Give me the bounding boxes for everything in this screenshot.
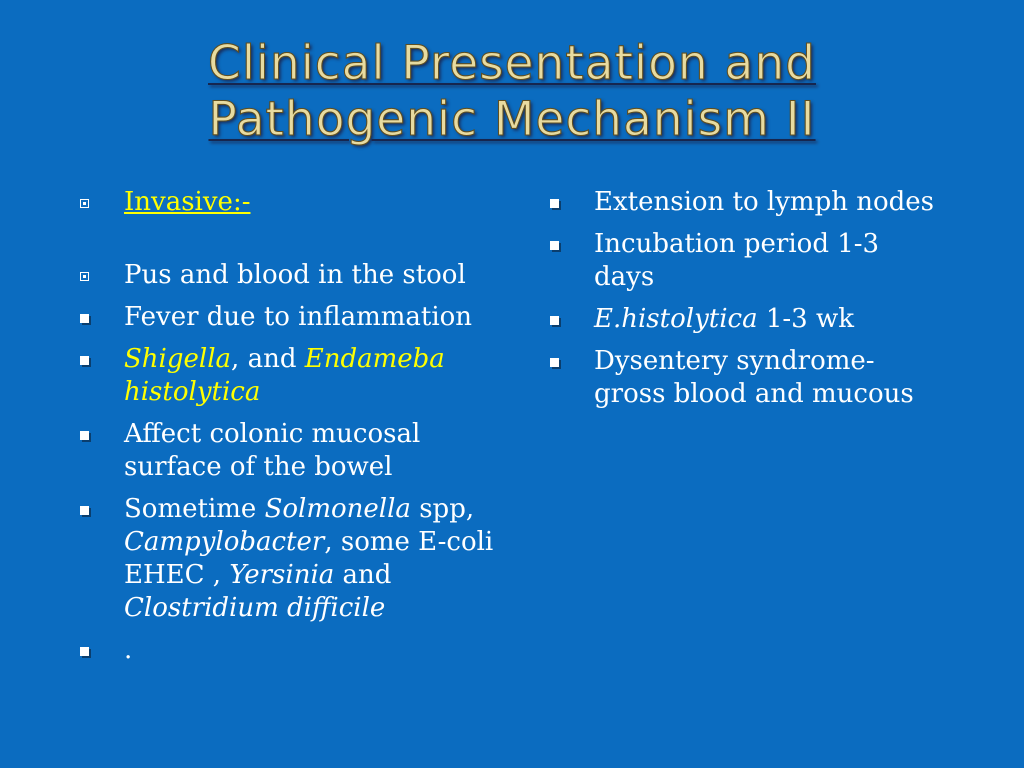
list-item-dot [72, 634, 502, 667]
checkbox-bullet-icon [550, 358, 559, 367]
dot-text: . [124, 635, 133, 665]
title-line-2: Pathogenic Mechanism II [208, 92, 816, 147]
checkbox-bullet-icon [550, 199, 559, 208]
square-bullet-icon [80, 272, 89, 281]
and-text: , and [231, 344, 305, 374]
checkbox-bullet-icon [80, 431, 89, 440]
ecoli-text: , some E-coli EHEC , [124, 527, 494, 590]
campylobacter-text: Campylobacter [124, 527, 325, 557]
dysentery-text: Dysentery syndrome-gross blood and mucous [594, 346, 914, 409]
shigella-text: Shigella [124, 344, 232, 374]
extension-text: Extension to lymph nodes [594, 187, 934, 217]
checkbox-bullet-icon [80, 506, 89, 515]
sometime-text: Sometime [124, 494, 265, 524]
checkbox-bullet-icon [80, 314, 89, 323]
pus-blood-text: Pus and blood in the stool [124, 260, 466, 290]
ehistolytica-text: E.histolytica [594, 304, 758, 334]
checkbox-bullet-icon [80, 356, 89, 365]
and-text: and [334, 560, 392, 590]
checkbox-bullet-icon [80, 647, 89, 656]
slide-title [0, 36, 1024, 148]
list-item-incubation [542, 228, 894, 294]
left-column [72, 186, 502, 676]
checkbox-bullet-icon [550, 241, 559, 250]
fever-text: Fever due to inflammation [124, 302, 473, 332]
invasive-heading: Invasive:- [124, 187, 251, 217]
list-item-ehistolytica [542, 303, 982, 336]
list-item-fever [72, 301, 502, 334]
right-column [542, 186, 982, 420]
square-bullet-icon [80, 199, 89, 208]
spp-text: spp, [410, 494, 475, 524]
yersinia-text: Yersinia [229, 560, 335, 590]
list-item-shigella [72, 343, 502, 409]
list-item-extension [542, 186, 982, 219]
list-item-dysentery [542, 345, 914, 411]
list-item-invasive [72, 186, 502, 219]
endameba-text: Endameba histolytica [124, 344, 445, 407]
title-line-1: Clinical Presentation and [208, 36, 816, 91]
solmonella-text: Solmonella [264, 494, 411, 524]
list-item-affect [72, 418, 502, 484]
checkbox-bullet-icon [550, 316, 559, 325]
affect-text: Affect colonic mucosal surface of the bowel [124, 419, 421, 482]
incubation-text: Incubation period 1-3 days [594, 229, 880, 292]
list-item-sometime [72, 493, 502, 625]
wk-text: 1-3 wk [757, 304, 855, 334]
clostridium-text: Clostridium difficile [124, 593, 386, 623]
list-item-pus-blood [72, 259, 502, 292]
